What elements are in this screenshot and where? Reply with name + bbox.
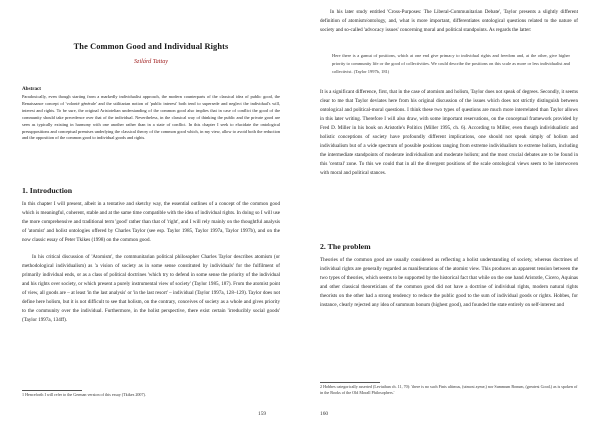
author-name: Szilárd Tattay [133, 58, 169, 65]
right-intro-paragraph: In his later study entitled 'Cross-Purposes: The Liberal-Communitarian Debate', Taylor presents a slightly different definition of atomism/ontology, and, what is more important, differentiates ontological questions related to the nature of society and so-called 'advocacy issues' concerning moral and political standpoints. As regards the latter: [320, 9, 578, 33]
introduction-paragraph-2: In his critical discussion of 'Atomism', the communitarian political philosopher Charles Taylor describes atomism (or methodological individualism) as 'a vision of society as in some sense constituted by individuals' for the fulfilment of primarily individual ends, or as a class of political doctrines 'which try to defend in some sense the priority of the individual and his rights over society, or which present a purely instrumental view of society' (Taylor 1985, 187). From the atomist point of view, all goods are – at least 'in the last analysis' or 'in the last resort' – individual (Taylor 1997a, 128–129). Taylor does not define here holism, but it is not difficult to see that holism, on the contrary, conceives of society as a whole and gives priority to the community over the individual. Furthermore, in the holist perspective, there exist certain 'irreducibly social goods' (Taylor 1997a, 134ff). [22, 254, 280, 323]
right-page [300, 0, 600, 424]
footnote-1: 1 Henceforth I will refer to the German version of this essay (Tkikes 2007). [22, 392, 146, 397]
footnote-rule [22, 390, 82, 391]
introduction-paragraph-1: In this chapter I will present, albeit in a tentative and sketchy way, the essential outlines of a concept of the common good which is meaningful, coherent, stable and at the same time compatible with the idea of individual rights. In doing so I will use the more comprehensive and traditional term 'good' rather than that of 'right', and I will rely mainly on the thoughtful analysis of 'atomist' and holist ontologies offered by Charles Taylor (see esp. Taylor 1985, Taylor 1997a, Taylor 1997b), and on the now classic essay of Peter Tkikes (1998) on the common good. [22, 201, 280, 243]
section-heading-introduction: 1. Introduction [22, 186, 73, 195]
chapter-title: The Common Good and Individual Rights [73, 42, 229, 51]
footnote-rule-right [320, 382, 380, 383]
section-heading-problem: 2. The problem [320, 242, 371, 251]
abstract-text: Paradoxically, even though starting from a markedly individualist approach, the modern counterparts of the classical idea of public good, the Renaissance concept of 'volonté générale' and the utilitarian notion of 'public interest' both tend to supersede and neglect the individual's will, interest and rights. To be sure, the original Aristotelian understanding of the common good also implies that in case of conflict the good of the community should take precedence over that of the individual. Nevertheless, in the classical way of thinking the public and the private good are seen as typically existing in harmony with one another rather than in a state of conflict. In this chapter I seek to elucidate the ontological presuppositions and conceptual premises underlying the classical theory of the common good which, in my view, allow to avoid both the reduction and the opposition of the common good to individual goods and rights. [22, 94, 280, 141]
block-quote: Here there is a gamut of positions, which at one end give primacy to individual rights and freedom and, at the other, give higher priority to community life or the good of collectivities. We could describe the positions on this scale as more or less individualist and collectivist. (Taylor 1997b, 181) [332, 53, 570, 74]
footnote-2: 2 Hobbes categorically asserted (Leviathan ch. 11, 70): 'there is no such Finis ultimus, (utmost ayme,) nor Summum Bonum, (greatest Good,) as is spoken of in the Books of the Old Morall Philosophers.' [320, 384, 578, 395]
right-paragraph-a: It is a significant difference, first, that in the case of atomism and holism, Taylor does not speak of degrees. Secondly, it seems clear to me that Taylor deviates here from his original discussion of the issues which does not strictly distinguish between ontological and political-moral questions. I think these two types of questions are much more interrelated than Taylor allows in this later writing. Therefore I will also draw, with some important reservations, on the conceptual framework provided by Fred D. Miller in his book on Aristotle's Politics (Miller 1995, ch. 6). According to Miller, even though individualistic and holistic conceptions of society have profoundly different implications, one should not speak simply of holism and individualism but of a wide spectrum of possible positions ranging from extreme individualism to extreme holism, including the intermediate standpoints of moderate individualism and moderate holism; and the most crucial debates are to be found in this 'central' zone. To this we could that in all the divergent positions of the scale ontological views seem to be interwoven with moral and political stances. [320, 89, 578, 176]
right-paragraph-b: Theories of the common good are usually considered as reflecting a holist understanding of society, whereas doctrines of individual rights are generally regarded as manifestations of the atomist view. This produces an apparent tension between the two types of theories, which seems to be supported by the historical fact that while on the one hand Aristotle, Cicero, Aquinas and other classical theoreticians of the common good did not have a doctrine of individual rights, modern natural rights theorists on the other had a strong tendency to reduce the public good to the sum of individual goods or rights. Hobbes, for instance, clearly rejected any idea of summum bonum (highest good), and founded the state entirely on self-interest and [320, 257, 578, 308]
page-number-left: 159 [258, 411, 267, 417]
abstract-heading: Abstract [22, 86, 41, 92]
page-number-right: 160 [320, 411, 329, 417]
